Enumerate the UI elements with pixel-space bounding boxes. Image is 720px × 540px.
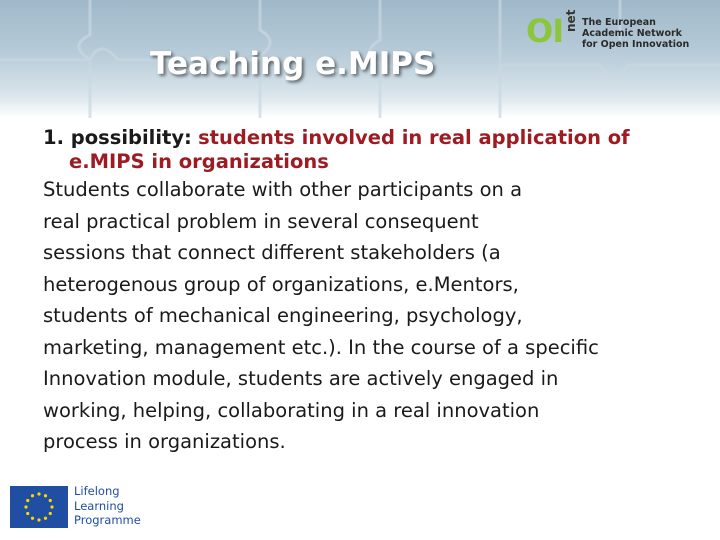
page-title: Teaching e.MIPS [150, 46, 436, 82]
logo-line: Academic Network [582, 28, 682, 39]
eu-star-icon [31, 494, 34, 497]
paragraph-line: process in organizations. [43, 430, 286, 453]
footer-line: Lifelong [74, 484, 120, 498]
lead-label: 1. possibility: [43, 126, 192, 149]
lead-line [43, 126, 683, 150]
eu-star-icon [44, 494, 47, 497]
lead-emphasis-continued: e.MIPS in organizations [69, 150, 329, 173]
eu-star-icon [31, 517, 34, 520]
paragraph-line: heterogenous group of organizations, e.Mentors, [43, 272, 519, 296]
oi-net-logo [526, 9, 716, 54]
lead-emphasis: students involved in real application of [198, 126, 630, 149]
logo-line: for Open Innovation [582, 39, 690, 50]
eu-flag-icon [10, 486, 68, 528]
paragraph-line: real practical problem in several consequent [43, 209, 479, 233]
eu-star-icon [37, 518, 40, 521]
logo-vertical-text: net [564, 9, 578, 32]
eu-star-icon [49, 512, 52, 515]
paragraph-line: marketing, management etc.). In the course of a specific [43, 335, 599, 359]
paragraph-line: working, helping, collaborating in a real innovation [43, 398, 540, 422]
eu-star-icon [44, 517, 47, 520]
eu-star-icon [24, 505, 27, 508]
eu-star-icon [50, 505, 53, 508]
eu-star-icon [37, 492, 40, 495]
footer-line: Programme [74, 513, 141, 527]
paragraph-line: students of mechanical engineering, psychology, [43, 304, 523, 327]
slide-header [0, 0, 720, 118]
eu-stars-icon [10, 486, 68, 528]
eu-star-icon [26, 512, 29, 515]
footer-line: Learning [74, 498, 124, 513]
eu-star-icon [26, 499, 29, 502]
logo-line: The European [582, 17, 656, 28]
paragraph-line: Students collaborate with other participants on a [43, 178, 523, 201]
slide-body [43, 126, 683, 458]
logo-text [582, 17, 689, 50]
eu-star-icon [49, 499, 52, 502]
lifelong-learning-text [74, 484, 141, 528]
paragraph-line: sessions that connect different stakeholders (a [43, 241, 501, 264]
paragraph-line: Innovation module, students are actively engaged in [43, 367, 559, 390]
logo-mark: OI [526, 12, 564, 50]
